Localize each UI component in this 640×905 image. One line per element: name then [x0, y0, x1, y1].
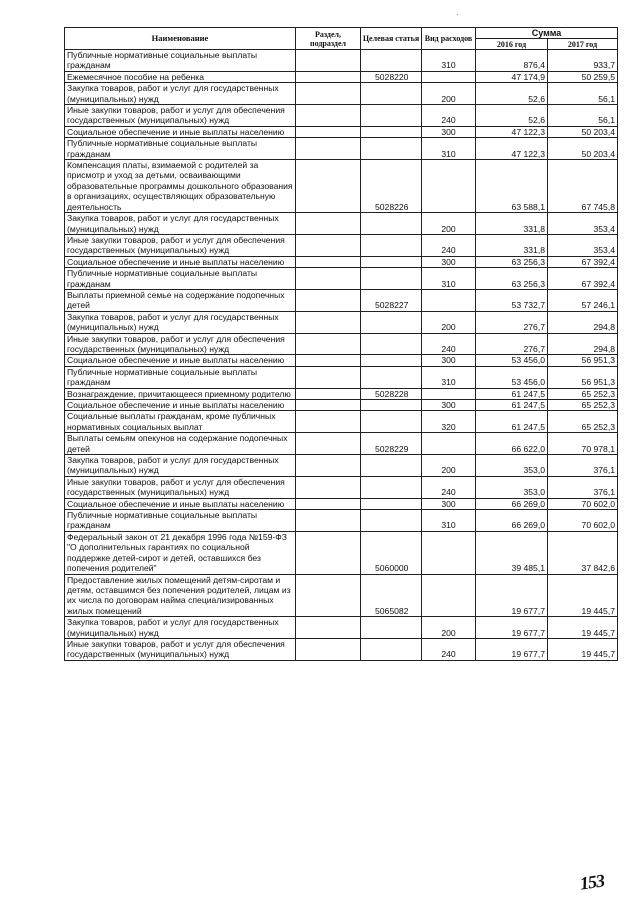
table-row — [65, 333, 618, 355]
cell-sum-2017: 67 392,4 — [548, 268, 618, 290]
header-sum: Сумма — [476, 28, 618, 39]
table-row — [65, 213, 618, 235]
cell-target — [361, 638, 422, 660]
cell-section — [296, 617, 361, 639]
cell-sum-2017: 376,1 — [548, 476, 618, 498]
table-row — [65, 455, 618, 477]
cell-name: Социальное обеспечение и иные выплаты населению — [65, 355, 296, 366]
cell-target — [361, 256, 422, 267]
table-row — [65, 138, 618, 160]
header-expense-type: Вид расходов — [422, 28, 476, 50]
cell-target — [361, 83, 422, 105]
cell-target — [361, 510, 422, 532]
cell-sum-2016: 53 456,0 — [476, 355, 548, 366]
cell-name: Федеральный закон от 21 декабря 1996 года №159-ФЗ "О дополнительных гарантиях по социальной поддержке детей-сирот и детей, оставшихся без попечения родителей" — [65, 531, 296, 574]
cell-target: 5065082 — [361, 574, 422, 617]
cell-target — [361, 105, 422, 127]
cell-sum-2017: 67 745,8 — [548, 160, 618, 213]
cell-expense-type: 200 — [422, 213, 476, 235]
budget-table — [64, 27, 618, 661]
cell-expense-type: 240 — [422, 105, 476, 127]
table-row — [65, 256, 618, 267]
cell-sum-2017: 294,8 — [548, 333, 618, 355]
cell-sum-2017: 57 246,1 — [548, 289, 618, 311]
cell-target: 5028220 — [361, 71, 422, 82]
cell-target: 5028229 — [361, 433, 422, 455]
cell-name: Закупка товаров, работ и услуг для государственных (муниципальных) нужд — [65, 83, 296, 105]
cell-sum-2016: 331,8 — [476, 234, 548, 256]
table-header — [65, 28, 618, 50]
table-row — [65, 311, 618, 333]
table-row — [65, 638, 618, 660]
cell-section — [296, 83, 361, 105]
cell-name: Выплаты семьям опекунов на содержание подопечных детей — [65, 433, 296, 455]
cell-sum-2017: 50 259,5 — [548, 71, 618, 82]
cell-section — [296, 50, 361, 72]
cell-expense-type: 310 — [422, 268, 476, 290]
cell-section — [296, 213, 361, 235]
cell-sum-2016: 876,4 — [476, 50, 548, 72]
header-year-2017: 2017 год — [548, 39, 618, 50]
cell-name: Выплаты приемной семье на содержание подопечных детей — [65, 289, 296, 311]
cell-sum-2016: 353,0 — [476, 455, 548, 477]
cell-name: Публичные нормативные социальные выплаты гражданам — [65, 138, 296, 160]
cell-name: Социальное обеспечение и иные выплаты населению — [65, 256, 296, 267]
cell-sum-2016: 61 247,5 — [476, 388, 548, 399]
table-row — [65, 355, 618, 366]
cell-sum-2017: 56,1 — [548, 105, 618, 127]
cell-section — [296, 268, 361, 290]
cell-sum-2016: 66 269,0 — [476, 510, 548, 532]
cell-name: Публичные нормативные социальные выплаты гражданам — [65, 50, 296, 72]
cell-expense-type: 240 — [422, 333, 476, 355]
cell-section — [296, 234, 361, 256]
page-number: 153 — [578, 870, 606, 894]
cell-target — [361, 311, 422, 333]
cell-sum-2016: 63 256,3 — [476, 256, 548, 267]
cell-expense-type: 310 — [422, 510, 476, 532]
table-row — [65, 268, 618, 290]
cell-sum-2016: 276,7 — [476, 311, 548, 333]
cell-section — [296, 531, 361, 574]
table-row — [65, 531, 618, 574]
cell-target — [361, 355, 422, 366]
cell-sum-2017: 56,1 — [548, 83, 618, 105]
cell-expense-type: 240 — [422, 476, 476, 498]
cell-target — [361, 498, 422, 509]
cell-name: Иные закупки товаров, работ и услуг для обеспечения государственных (муниципальных) нужд — [65, 476, 296, 498]
table-row — [65, 289, 618, 311]
cell-expense-type — [422, 388, 476, 399]
cell-target — [361, 333, 422, 355]
cell-sum-2016: 39 485,1 — [476, 531, 548, 574]
cell-name: Предоставление жилых помещений детям-сиротам и детям, оставшимся без попечения родителей, лицам из их числа по договорам найма специализированных жилых помещений — [65, 574, 296, 617]
cell-expense-type — [422, 160, 476, 213]
cell-sum-2017: 353,4 — [548, 213, 618, 235]
cell-section — [296, 455, 361, 477]
cell-name: Публичные нормативные социальные выплаты гражданам — [65, 366, 296, 388]
cell-name: Иные закупки товаров, работ и услуг для обеспечения государственных (муниципальных) нужд — [65, 105, 296, 127]
cell-sum-2017: 70 602,0 — [548, 510, 618, 532]
cell-expense-type: 240 — [422, 638, 476, 660]
header-section: Раздел, подраздел — [296, 28, 361, 50]
cell-sum-2017: 376,1 — [548, 455, 618, 477]
cell-name: Социальные выплаты гражданам, кроме публичных нормативных социальных выплат — [65, 411, 296, 433]
cell-expense-type — [422, 574, 476, 617]
table-row — [65, 126, 618, 137]
cell-section — [296, 256, 361, 267]
cell-section — [296, 105, 361, 127]
cell-expense-type — [422, 433, 476, 455]
cell-section — [296, 160, 361, 213]
cell-target: 5028227 — [361, 289, 422, 311]
cell-sum-2017: 294,8 — [548, 311, 618, 333]
cell-sum-2016: 52,6 — [476, 105, 548, 127]
table-row — [65, 400, 618, 411]
cell-target — [361, 617, 422, 639]
cell-target — [361, 476, 422, 498]
cell-sum-2017: 19 445,7 — [548, 574, 618, 617]
cell-sum-2016: 53 456,0 — [476, 366, 548, 388]
cell-sum-2016: 331,8 — [476, 213, 548, 235]
cell-section — [296, 126, 361, 137]
cell-name: Социальное обеспечение и иные выплаты населению — [65, 498, 296, 509]
cell-expense-type — [422, 71, 476, 82]
cell-target — [361, 411, 422, 433]
cell-sum-2017: 67 392,4 — [548, 256, 618, 267]
cell-sum-2017: 353,4 — [548, 234, 618, 256]
cell-name: Вознаграждение, причитающееся приемному родителю — [65, 388, 296, 399]
cell-name: Публичные нормативные социальные выплаты гражданам — [65, 268, 296, 290]
cell-sum-2017: 50 203,4 — [548, 126, 618, 137]
cell-sum-2016: 66 269,0 — [476, 498, 548, 509]
cell-name: Иные закупки товаров, работ и услуг для обеспечения государственных (муниципальных) нужд — [65, 638, 296, 660]
cell-sum-2016: 63 256,3 — [476, 268, 548, 290]
cell-sum-2017: 65 252,3 — [548, 400, 618, 411]
cell-section — [296, 574, 361, 617]
cell-sum-2016: 19 677,7 — [476, 617, 548, 639]
cell-section — [296, 71, 361, 82]
cell-expense-type: 310 — [422, 366, 476, 388]
cell-sum-2016: 353,0 — [476, 476, 548, 498]
cell-name: Закупка товаров, работ и услуг для государственных (муниципальных) нужд — [65, 455, 296, 477]
cell-sum-2017: 70 978,1 — [548, 433, 618, 455]
cell-sum-2017: 56 951,3 — [548, 355, 618, 366]
cell-section — [296, 433, 361, 455]
cell-sum-2017: 37 842,6 — [548, 531, 618, 574]
cell-section — [296, 388, 361, 399]
cell-target — [361, 400, 422, 411]
cell-expense-type: 300 — [422, 256, 476, 267]
cell-sum-2017: 65 252,3 — [548, 411, 618, 433]
cell-sum-2016: 61 247,5 — [476, 411, 548, 433]
header-year-2016: 2016 год — [476, 39, 548, 50]
cell-section — [296, 289, 361, 311]
cell-section — [296, 510, 361, 532]
table-row — [65, 617, 618, 639]
scan-mark: · — [456, 10, 459, 19]
cell-expense-type: 310 — [422, 138, 476, 160]
cell-section — [296, 138, 361, 160]
cell-section — [296, 355, 361, 366]
cell-expense-type: 300 — [422, 498, 476, 509]
cell-name: Закупка товаров, работ и услуг для государственных (муниципальных) нужд — [65, 617, 296, 639]
cell-sum-2017: 933,7 — [548, 50, 618, 72]
cell-target — [361, 455, 422, 477]
cell-expense-type: 200 — [422, 83, 476, 105]
cell-sum-2016: 53 732,7 — [476, 289, 548, 311]
cell-sum-2017: 65 252,3 — [548, 388, 618, 399]
cell-target: 5028226 — [361, 160, 422, 213]
table-row — [65, 388, 618, 399]
cell-expense-type: 300 — [422, 126, 476, 137]
cell-section — [296, 638, 361, 660]
cell-sum-2016: 47 122,3 — [476, 126, 548, 137]
cell-name: Публичные нормативные социальные выплаты гражданам — [65, 510, 296, 532]
cell-name: Иные закупки товаров, работ и услуг для обеспечения государственных (муниципальных) нужд — [65, 333, 296, 355]
cell-section — [296, 400, 361, 411]
cell-target — [361, 126, 422, 137]
cell-sum-2016: 61 247,5 — [476, 400, 548, 411]
cell-expense-type: 200 — [422, 311, 476, 333]
cell-sum-2016: 19 677,7 — [476, 574, 548, 617]
cell-expense-type: 310 — [422, 50, 476, 72]
cell-sum-2017: 70 602,0 — [548, 498, 618, 509]
cell-name: Закупка товаров, работ и услуг для государственных (муниципальных) нужд — [65, 311, 296, 333]
cell-sum-2016: 47 122,3 — [476, 138, 548, 160]
cell-sum-2016: 66 622,0 — [476, 433, 548, 455]
cell-name: Компенсация платы, взимаемой с родителей за присмотр и уход за детьми, осваивающими образовательные программы дошкольного образования в организациях, осуществляющих образовательную деятельность — [65, 160, 296, 213]
cell-expense-type: 300 — [422, 355, 476, 366]
cell-name: Социальное обеспечение и иные выплаты населению — [65, 400, 296, 411]
cell-section — [296, 476, 361, 498]
header-target: Целевая статья — [361, 28, 422, 50]
table-row — [65, 71, 618, 82]
cell-sum-2017: 56 951,3 — [548, 366, 618, 388]
cell-sum-2016: 47 174,9 — [476, 71, 548, 82]
cell-expense-type — [422, 531, 476, 574]
cell-target — [361, 213, 422, 235]
cell-section — [296, 411, 361, 433]
cell-sum-2017: 50 203,4 — [548, 138, 618, 160]
cell-target — [361, 50, 422, 72]
cell-sum-2016: 52,6 — [476, 83, 548, 105]
table-row — [65, 234, 618, 256]
table-row — [65, 160, 618, 213]
cell-expense-type — [422, 289, 476, 311]
cell-expense-type: 320 — [422, 411, 476, 433]
cell-expense-type: 200 — [422, 455, 476, 477]
cell-name: Закупка товаров, работ и услуг для государственных (муниципальных) нужд — [65, 213, 296, 235]
cell-sum-2016: 63 588,1 — [476, 160, 548, 213]
cell-expense-type: 240 — [422, 234, 476, 256]
cell-sum-2017: 19 445,7 — [548, 638, 618, 660]
cell-name: Ежемесячное пособие на ребенка — [65, 71, 296, 82]
cell-section — [296, 311, 361, 333]
header-name: Наименование — [65, 28, 296, 50]
cell-section — [296, 498, 361, 509]
cell-sum-2016: 276,7 — [476, 333, 548, 355]
table-row — [65, 83, 618, 105]
table-row — [65, 411, 618, 433]
cell-section — [296, 366, 361, 388]
cell-target — [361, 234, 422, 256]
cell-name: Иные закупки товаров, работ и услуг для обеспечения государственных (муниципальных) нужд — [65, 234, 296, 256]
table-row — [65, 50, 618, 72]
table-body — [65, 50, 618, 661]
cell-target: 5028228 — [361, 388, 422, 399]
table-row — [65, 510, 618, 532]
cell-name: Социальное обеспечение и иные выплаты населению — [65, 126, 296, 137]
cell-sum-2017: 19 445,7 — [548, 617, 618, 639]
cell-sum-2016: 19 677,7 — [476, 638, 548, 660]
cell-target — [361, 268, 422, 290]
table-row — [65, 433, 618, 455]
table-row — [65, 366, 618, 388]
cell-section — [296, 333, 361, 355]
cell-expense-type: 200 — [422, 617, 476, 639]
table-row — [65, 574, 618, 617]
cell-target — [361, 366, 422, 388]
table-row — [65, 476, 618, 498]
cell-target — [361, 138, 422, 160]
table-row — [65, 498, 618, 509]
budget-table-sheet — [64, 27, 617, 661]
table-row — [65, 105, 618, 127]
cell-expense-type: 300 — [422, 400, 476, 411]
cell-target: 5060000 — [361, 531, 422, 574]
